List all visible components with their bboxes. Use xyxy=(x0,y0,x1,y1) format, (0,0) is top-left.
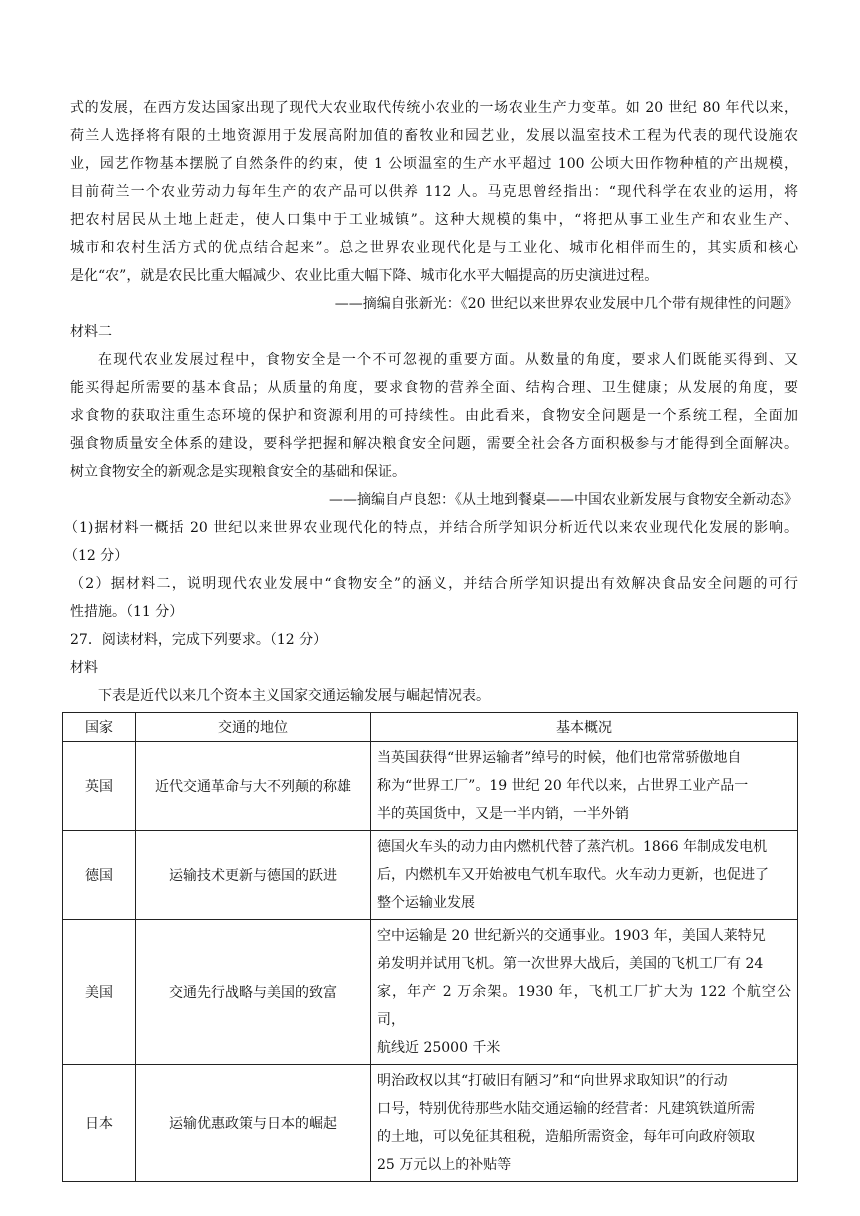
transport-table xyxy=(62,712,798,1182)
overview-line: 明治政权以其“打破旧有陋习”和“向世界求取知识”的行动 xyxy=(377,1073,728,1089)
overview-line: 空中运输是 20 世纪新兴的交通事业。1903 年，美国人莱特兄 xyxy=(377,928,766,944)
document-page xyxy=(64,94,798,1182)
material1-line: 把农村居民从土地上赶走，使人口集中于工业城镇”。这种大规模的集中，“将把从事工业生产和农业生产、 xyxy=(70,212,798,228)
overview-cell xyxy=(371,831,798,920)
overview-cell xyxy=(371,1065,798,1182)
overview-cell xyxy=(371,920,798,1065)
country-cell: 日本 xyxy=(63,1065,136,1182)
overview-line: 的土地，可以免征其租税，造船所需资金，每年可向政府领取 xyxy=(377,1129,755,1145)
overview-line: 德国火车头的动力由内燃机代替了蒸汽机。1866 年制成发电机 xyxy=(377,839,768,855)
material1-line: 式的发展，在西方发达国家出现了现代大农业取代传统小农业的一场农业生产力变革。如 20 世纪 80 年代以来， xyxy=(70,100,798,116)
material-title: 材料 xyxy=(70,660,98,676)
overview-line: 称为“世界工厂”。19 世纪 20 年代以来，占世界工业产品一 xyxy=(377,778,749,794)
overview-line: 半的英国货中，又是一半内销，一半外销 xyxy=(377,806,629,822)
status-cell: 交通先行战略与美国的致富 xyxy=(136,920,371,1065)
material2-title: 材料二 xyxy=(70,324,112,340)
material1-line: 业，园艺作物基本摆脱了自然条件的约束，使 1 公顷温室的生产水平超过 100 公顷大田作物种植的产出规模， xyxy=(70,156,798,172)
material2-line: 树立食物安全的新观念是实现粮食安全的基础和保证。 xyxy=(70,464,406,480)
status-cell: 近代交通革命与大不列颠的称雄 xyxy=(136,742,371,831)
overview-line: 航线近 25000 千米 xyxy=(377,1040,501,1056)
material2-source: ——摘编自卢良恕：《从土地到餐桌——中国农业新发展与食物安全新动态》 xyxy=(329,492,798,508)
question-2: （2）据材料二，说明现代农业发展中“食物安全”的涵义，并结合所学知识提出有效解决食品安全问题的可行 xyxy=(70,576,798,592)
overview-line: 当英国获得“世界运输者”绰号的时候，他们也常常骄傲地自 xyxy=(377,750,742,766)
table-header-overview: 基本概况 xyxy=(371,713,798,742)
material2-line: 能买得起所需要的基本食品；从质量的角度，要求食物的营养全面、结构合理、卫生健康；从发展的角度，要 xyxy=(70,380,798,396)
overview-line: 弟发明并试用飞机。第一次世界大战后，美国的飞机工厂有 24 xyxy=(377,956,764,972)
material1-line: 城市和农村生活方式的优点结合起来”。总之世界农业现代化是与工业化、城市化相伴而生的，其实质和核心 xyxy=(70,240,798,256)
country-cell: 英国 xyxy=(63,742,136,831)
table-row xyxy=(63,920,798,1065)
material1-source: ——摘编自张新光：《20 世纪以来世界农业发展中几个带有规律性的问题》 xyxy=(334,296,798,312)
overview-line: 后，内燃机车又开始被电气机车取代。火车动力更新，也促进了 xyxy=(377,867,769,883)
material1-line: 是化“农”，就是农民比重大幅减少、农业比重大幅下降、城市化水平大幅提高的历史演进过程。 xyxy=(70,268,659,284)
country-cell: 德国 xyxy=(63,831,136,920)
status-cell: 运输技术更新与德国的跃进 xyxy=(136,831,371,920)
material1-line: 目前荷兰一个农业劳动力每年生产的农产品可以供养 112 人。马克思曾经指出：“现代科学在农业的运用，将 xyxy=(70,184,798,200)
table-row xyxy=(63,742,798,831)
table-header-status: 交通的地位 xyxy=(136,713,371,742)
material2-line: 强食物质量安全体系的建设，要科学把握和解决粮食安全问题，需要全社会各方面积极参与才能得到全面解决。 xyxy=(70,436,798,452)
material2-line: 在现代农业发展过程中，食物安全是一个不可忽视的重要方面。从数量的角度，要求人们既能买得到、又 xyxy=(98,352,798,368)
overview-line: 家，年产 2 万余架。1930 年，飞机工厂扩大为 122 个航空公司， xyxy=(377,984,791,1028)
table-intro: 下表是近代以来几个资本主义国家交通运输发展与崛起情况表。 xyxy=(98,688,490,704)
table-row xyxy=(63,831,798,920)
status-cell: 运输优惠政策与日本的崛起 xyxy=(136,1065,371,1182)
overview-cell xyxy=(371,742,798,831)
table-header-country: 国家 xyxy=(63,713,136,742)
overview-line: 25 万元以上的补贴等 xyxy=(377,1157,512,1173)
question-1-score: （12 分） xyxy=(64,548,129,564)
country-cell: 美国 xyxy=(63,920,136,1065)
question-1: （1)据材料一概括 20 世纪以来世界农业现代化的特点，并结合所学知识分析近代以来农业现代化发展的影响。 xyxy=(64,520,798,536)
material1-line: 荷兰人选择将有限的土地资源用于发展高附加值的畜牧业和园艺业，发展以温室技术工程为代表的现代设施农 xyxy=(70,128,798,144)
question-27-title: 27．阅读材料，完成下列要求。（12 分） xyxy=(70,632,328,648)
overview-line: 整个运输业发展 xyxy=(377,895,475,911)
table-header-row xyxy=(63,713,798,742)
table-row xyxy=(63,1065,798,1182)
material2-line: 求食物的获取注重生态环境的保护和资源利用的可持续性。由此看来，食物安全问题是一个系统工程，全面加 xyxy=(70,408,798,424)
overview-line: 口号，特别优待那些水陆交通运输的经营者：凡建筑铁道所需 xyxy=(377,1101,755,1117)
question-2-cont: 性措施。（11 分） xyxy=(70,604,184,620)
